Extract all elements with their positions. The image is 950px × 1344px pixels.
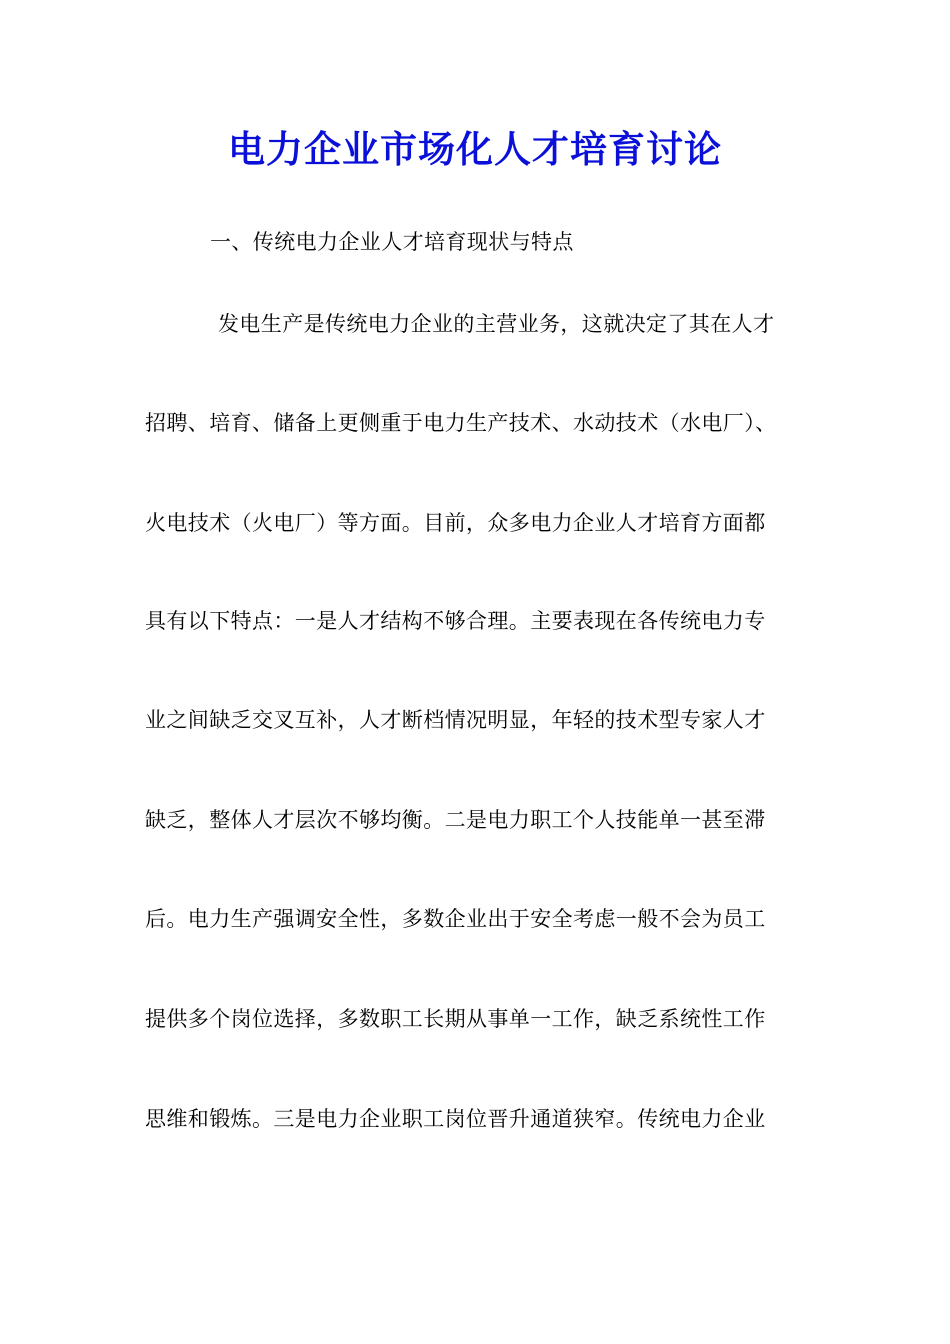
paragraph-line: 业之间缺乏交叉互补，人才断档情况明显，年轻的技术型专家人才 [145, 708, 766, 732]
paragraph-line: 具有以下特点：一是人才结构不够合理。主要表现在各传统电力专 [145, 609, 766, 633]
paragraph-line: 思维和锻炼。三是电力企业职工岗位晋升通道狭窄。传统电力企业 [145, 1107, 766, 1131]
document-title: 电力企业市场化人才培育讨论 [228, 127, 722, 171]
paragraph-line: 招聘、培育、储备上更侧重于电力生产技术、水动技术（水电厂）、 [145, 411, 777, 435]
section-heading: 一、传统电力企业人才培育现状与特点 [210, 230, 574, 254]
paragraph-line: 后。电力生产强调安全性，多数企业出于安全考虑一般不会为员工 [145, 907, 766, 931]
paragraph-line: 缺乏，整体人才层次不够均衡。二是电力职工个人技能单一甚至滞 [145, 808, 766, 832]
paragraph-line: 发电生产是传统电力企业的主营业务，这就决定了其在人才 [218, 312, 775, 336]
paragraph-line: 火电技术（火电厂）等方面。目前，众多电力企业人才培育方面都 [145, 511, 766, 535]
paragraph-line: 提供多个岗位选择，多数职工长期从事单一工作，缺乏系统性工作 [145, 1007, 766, 1031]
